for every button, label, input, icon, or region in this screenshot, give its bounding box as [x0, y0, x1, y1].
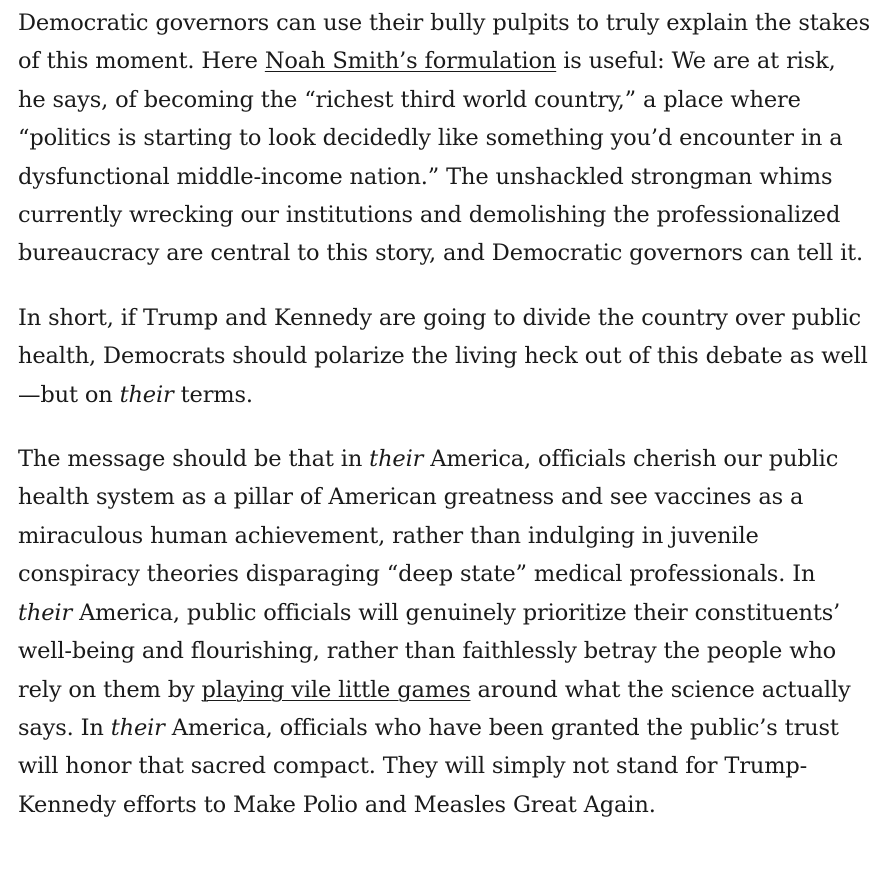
paragraph-3-text-5: America, officials who have been granted the public’s trust will honor that sacred compact. They will simply not stand for Trump-Kennedy efforts to Make Polio and Measles Great Again.: [18, 714, 839, 818]
paragraph-1-text-1: Democratic governors can use their bully pulpits to truly explain the stakes of this moment. Here: [18, 10, 870, 75]
paragraph-3-emphasis-1: their: [369, 446, 424, 473]
article-body: [18, 4, 870, 850]
paragraph-2-text-1: In short, if Trump and Kennedy are going to divide the country over public health, Democrats should polarize the living heck out of this debate as well—but on: [18, 304, 868, 408]
paragraph-2-emphasis: their: [119, 381, 174, 408]
paragraph-3-text-2: America, officials cherish our public health system as a pillar of American greatness and see vaccines as a miraculous human achievement, rather than indulging in juvenile conspiracy theories disparaging “deep state” medical professionals. In: [18, 446, 839, 588]
noah-smith-formulation-link[interactable]: Noah Smith’s formulation: [264, 48, 557, 75]
paragraph-3-text-3: America, public officials will genuinely prioritize their constituents’ well-being and flourishing, rather than faithlessly betray the people who rely on them by: [18, 599, 841, 703]
paragraph-3-text-1: The message should be that in: [18, 446, 370, 473]
paragraph-3: [18, 440, 870, 824]
paragraph-1: [18, 4, 870, 273]
paragraph-2: [18, 299, 870, 414]
paragraph-3-text-4: around what the science actually says. In: [18, 676, 851, 741]
paragraph-1-text-2: is useful: We are at risk, he says, of becoming the “richest third world country,” a place where “politics is starting to look decidedly like something you’d encounter in a dysfunctional middle-income nation.” The unshackled strongman whims currently wrecking our institutions and demolishing the professionalized bureaucracy are central to this story, and Democratic governors can tell it.: [18, 48, 864, 267]
playing-vile-little-games-link[interactable]: playing vile little games: [201, 676, 471, 703]
paragraph-3-emphasis-2: their: [18, 599, 73, 626]
paragraph-3-emphasis-3: their: [110, 714, 165, 741]
paragraph-2-text-2: terms.: [173, 381, 253, 408]
